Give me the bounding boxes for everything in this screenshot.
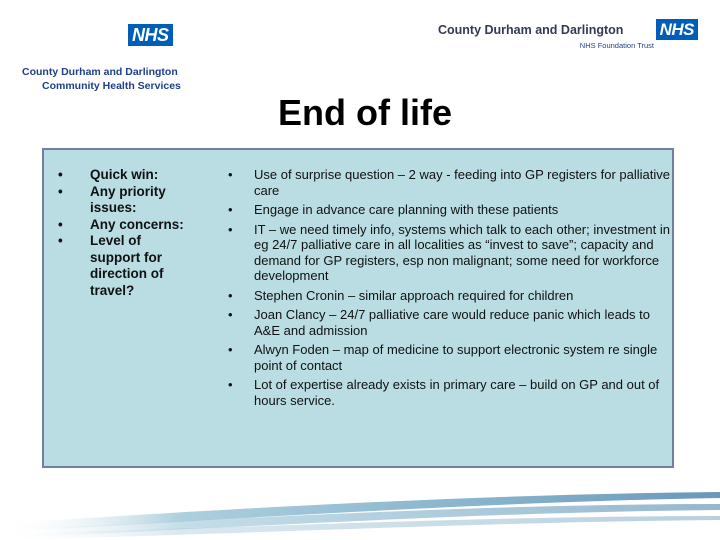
trust-name: County Durham and Darlington (438, 23, 624, 37)
question-list (58, 167, 188, 299)
logo-org-line-1: County Durham and Darlington (22, 66, 178, 78)
bullet-icon: • (58, 167, 63, 182)
response-text: Use of surprise question – 2 way - feeding into GP registers for palliative care (254, 167, 670, 198)
response-text: Alwyn Foden – map of medicine to support electronic system re single point of contact (254, 342, 658, 373)
list-item (224, 377, 674, 408)
list-item (224, 202, 674, 218)
nhs-logo-badge: NHS (656, 19, 698, 40)
bullet-icon: • (228, 167, 233, 182)
response-text: Lot of expertise already exists in primary care – build on GP and out of hours service. (254, 377, 660, 408)
decorative-swoosh (0, 480, 720, 540)
list-item (58, 233, 188, 299)
list-item (58, 217, 188, 234)
foundation-trust-logo (438, 19, 698, 59)
list-item (224, 222, 674, 284)
slide-title: End of life (278, 92, 452, 133)
question-text: Any priority issues: (90, 183, 166, 215)
bullet-icon: • (58, 233, 63, 248)
bullet-icon: • (58, 183, 63, 199)
bullet-icon: • (228, 377, 233, 392)
question-text: Level of support for direction of travel? (90, 233, 164, 298)
response-text: IT – we need timely info, systems which talk to each other; investment in eg 24/7 palliative care in all localities as “invest to save”; capacity and demand for GP registers, esp non malignant; some need for workforce development (254, 221, 670, 283)
bullet-icon: • (228, 287, 233, 303)
response-list (224, 167, 674, 412)
list-item (224, 288, 674, 304)
question-text: Quick win: (90, 167, 159, 182)
list-item (224, 307, 674, 338)
logo-org-line-2: Community Health Services (42, 80, 181, 92)
nhs-logo-badge: NHS (128, 24, 173, 46)
question-text: Any concerns: (90, 216, 184, 232)
list-item (58, 167, 188, 184)
bullet-icon: • (58, 216, 63, 232)
bullet-icon: • (228, 342, 233, 357)
response-text: Joan Clancy – 24/7 palliative care would reduce panic which leads to A&E and admission (254, 307, 651, 338)
content-box (42, 148, 674, 468)
bullet-icon: • (228, 202, 233, 217)
list-item (224, 342, 674, 373)
list-item (224, 167, 674, 198)
bullet-icon: • (228, 307, 233, 322)
response-text: Stephen Cronin – similar approach required for children (254, 287, 574, 303)
list-item (58, 184, 188, 217)
bullet-icon: • (228, 221, 233, 237)
response-text: Engage in advance care planning with these patients (254, 202, 559, 217)
trust-subtitle: NHS Foundation Trust (579, 41, 654, 50)
